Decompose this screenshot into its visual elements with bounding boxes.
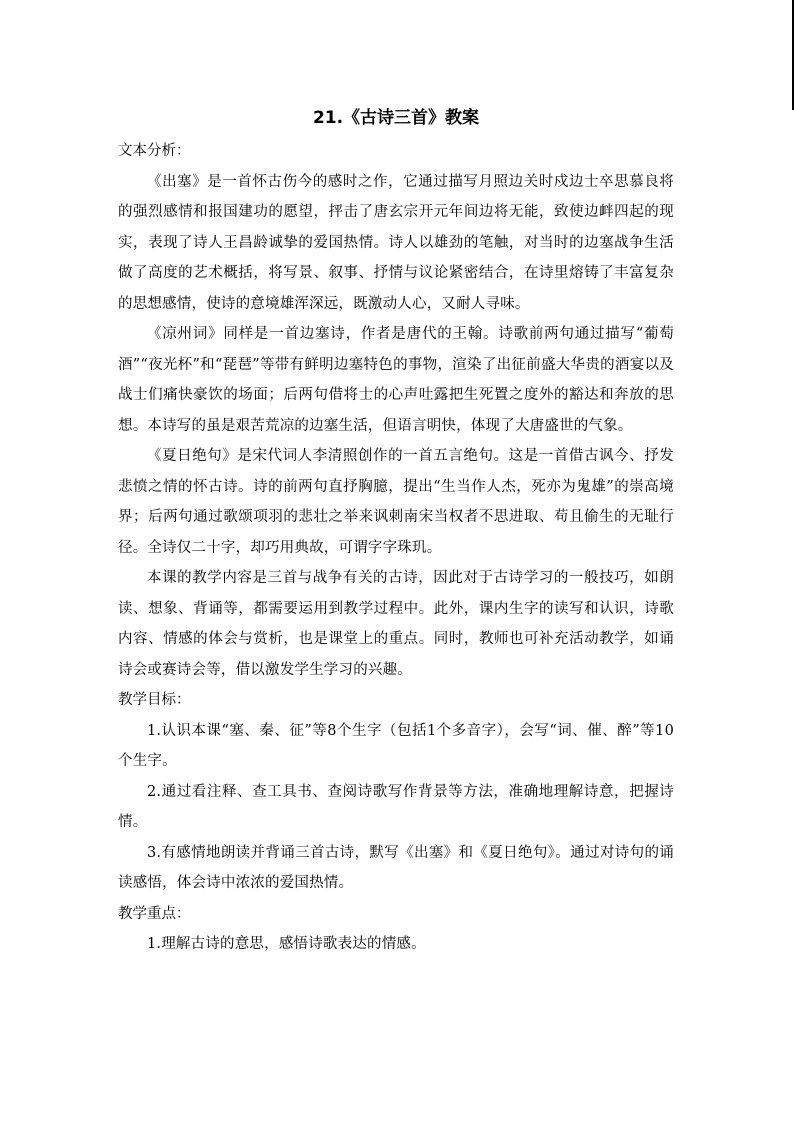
document-title: 21.《古诗三首》教案 [312, 108, 480, 128]
section-heading-goals: 教学目标： [118, 692, 191, 708]
section-heading-focus: 教学重点： [118, 905, 191, 922]
section-heading-analysis: 文本分析： [118, 143, 191, 159]
document-page [118, 104, 674, 960]
analysis-paragraph-xiarijueju: 《夏日绝句》是宋代词人李清照创作的一首五言绝句。这是一首借古讽今、抒发悲愤之情的怀古诗。诗的前两句直抒胸臆，提出“生当作人杰，死亦为鬼雄”的崇高境界；后两句通过歌颂项羽的悲壮之举来讽刺南宋当权者不思进取、苟且偷生的无耻行径。全诗仅二十字，却巧用典故，可谓字字珠玑。 [118, 448, 674, 556]
analysis-paragraph-teaching-content: 本课的教学内容是三首与战争有关的古诗，因此对于古诗学习的一般技巧，如朗读、想象、背诵等，都需要运用到教学过程中。此外，课内生字的读写和认识，诗歌内容、情感的体会与赏析，也是课堂上的重点。同时，教师也可补充活动教学，如诵诗会或赛诗会等，借以激发学生学习的兴趣。 [118, 570, 674, 678]
analysis-paragraph-liangzhouci: 《凉州词》同样是一首边塞诗，作者是唐代的王翰。诗歌前两句通过描写“葡萄酒”“夜光杯”和“琵琶”等带有鲜明边塞特色的事物，渲染了出征前盛大华贵的酒宴以及战士们痛快豪饮的场面；后两句借将士的心声吐露把生死置之度外的豁达和奔放的思想。本诗写的虽是艰苦荒凉的边塞生活，但语言明快，体现了大唐盛世的气象。 [118, 326, 674, 434]
goal-item: 3.有感情地朗读并背诵三首古诗，默写《出塞》和《夏日绝句》。通过对诗句的诵读感悟，体会诗中浓浓的爱国热情。 [118, 844, 674, 891]
analysis-paragraph-chusai: 《出塞》是一首怀古伤今的感时之作，它通过描写月照边关时戍边士卒思慕良将的强烈感情和报国建功的愿望，抨击了唐玄宗开元年间边将无能，致使边衅四起的现实，表现了诗人王昌龄诚挚的爱国热情。诗人以雄劲的笔触，对当时的边塞战争生活做了高度的艺术概括，将写景、叙事、抒情与议论紧密结合，在诗里熔铸了丰富复杂的思想感情，使诗的意境雄浑深远，既激动人心，又耐人寻味。 [118, 173, 674, 312]
goal-item: 1.认识本课“塞、秦、征”等8个生字（包括1个多音字），会写“词、催、醉”等10个生字。 [118, 722, 674, 769]
focus-item: 1.理解古诗的意思，感悟诗歌表达的情感。 [147, 936, 426, 952]
goal-item: 2.通过看注释、查工具书、查阅诗歌写作背景等方法，准确地理解诗意，把握诗情。 [118, 783, 674, 830]
